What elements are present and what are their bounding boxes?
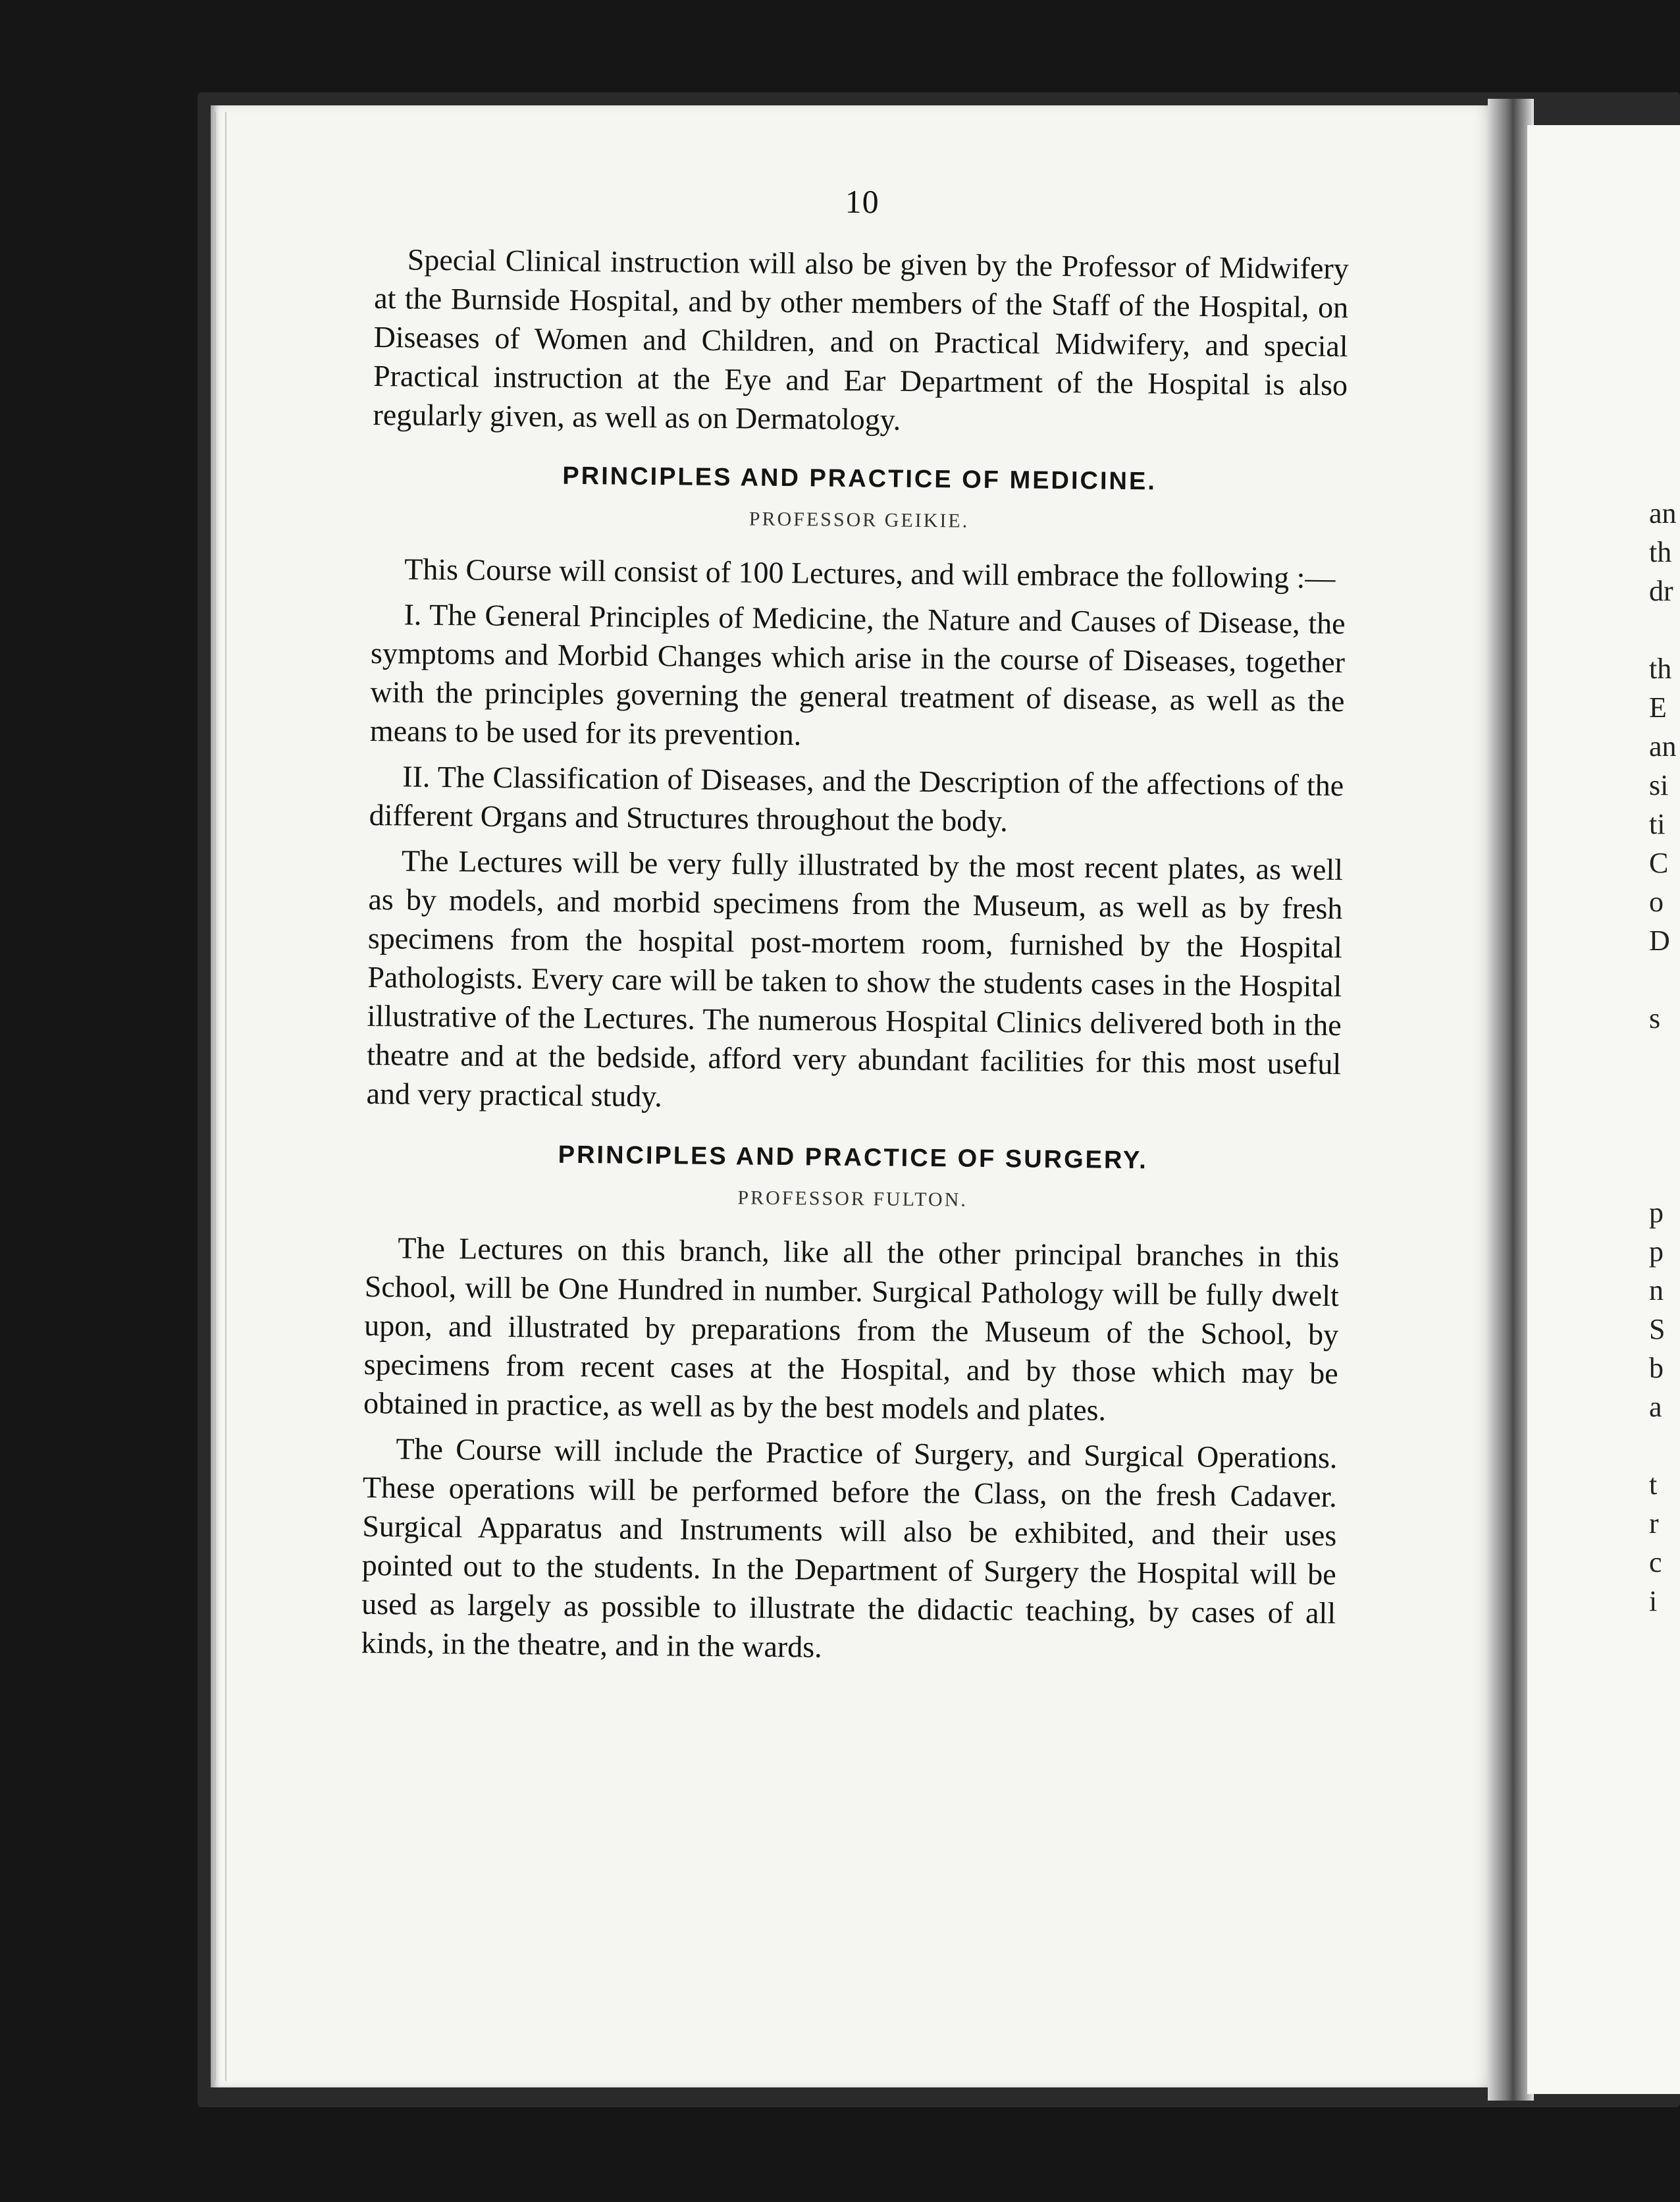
facing-page-fragments (1649, 494, 1680, 1621)
medicine-professor: PROFESSOR GEIKIE. (748, 508, 970, 532)
facing-page-fragment: p (1649, 1196, 1664, 1229)
page-text (361, 178, 1350, 1678)
facing-page-fragment: n (1649, 1274, 1664, 1306)
medicine-paragraph-1: This Course will consist of 100 Lectures, and will embrace the following :— (404, 552, 1336, 595)
surgery-paragraph-1: The Lectures on this branch, like all the other principal branches in this School, will be One Hundred in number. Surgical Pathology will be fully dwelt upon, and illustrated by preparations from the Museum of the School, by specimens from recent cases at the Hospital, and by those which may be obtained in practice, as well as by the best models and plates. (363, 1231, 1340, 1427)
medicine-paragraph-2: I. The General Principles of Medicine, the Nature and Causes of Disease, the symptoms and Morbid Changes which arise in the course of Diseases, together with the principles governing the general treatment of disease, as well as the means to be used for its prevention. (369, 597, 1346, 752)
facing-page-fragment: c (1649, 1546, 1662, 1578)
medicine-paragraph-3: II. The Classification of Diseases, and the Description of the affections of the different Organs and Structures throughout the body. (369, 759, 1344, 838)
facing-page-fragment: th (1649, 653, 1672, 685)
facing-page-fragment: E (1649, 691, 1667, 724)
facing-page-fragment: si (1649, 769, 1669, 801)
surgery-heading: PRINCIPLES AND PRACTICE OF SURGERY. (558, 1141, 1148, 1175)
facing-page-fragment: D (1649, 925, 1670, 957)
facing-page-fragment (1649, 1077, 1680, 1115)
medicine-paragraph-4: The Lectures will be very fully illustrated by the most recent plates, as well as by models, and morbid specimens from the Museum, as well as by fresh specimens from the hospital post-mortem room, furnished by the Hospital Pathologists. Every care will be taken to show the students cases in the Hospital illustrative of the Lectures. The numerous Hospital Clinics delivered both in the theatre and at the bedside, afford very abundant facilities for this most useful and very practical study. (366, 844, 1344, 1114)
surgery-professor: PROFESSOR FULTON. (737, 1187, 968, 1211)
facing-page-fragment (1649, 1154, 1680, 1193)
page-edge (215, 112, 226, 2081)
facing-page-fragment: b (1649, 1352, 1664, 1384)
facing-page-fragment: a (1649, 1391, 1662, 1423)
facing-page-fragment: p (1649, 1235, 1664, 1268)
intro-paragraph: Special Clinical instruction will also be given by the Professor of Midwifery at the Burnside Hospital, and by other members of the Staff of the Hospital, on Diseases of Women and Children, and on Practical Midwifery, and special Practical instruction at the Eye and Ear Department of the Hospital is also regularly given, as well as on Dermatology. (373, 242, 1349, 437)
facing-page-fragment: r (1649, 1507, 1659, 1540)
facing-page-fragment: S (1649, 1313, 1666, 1345)
facing-page-fragment: an (1649, 730, 1677, 763)
facing-page-fragment: i (1649, 1585, 1658, 1617)
facing-page-fragment: ti (1649, 808, 1666, 840)
facing-page-fragment (1649, 610, 1680, 649)
facing-page-fragment: s (1649, 1002, 1661, 1034)
medicine-heading: PRINCIPLES AND PRACTICE OF MEDICINE. (562, 462, 1157, 496)
surgery-paragraph-2: The Course will include the Practice of Surgery, and Surgical Operations. These operations will be performed before the Class, on the fresh Cadaver. Surgical Apparatus and Instruments will also be exhibited, and their uses pointed out to the students. In the Department of Surgery the Hospital will be used as largely as possible to illustrate the didactic teaching, by cases of all kinds, in the theatre, and in the wards. (361, 1432, 1338, 1664)
facing-page-fragment: t (1649, 1468, 1658, 1501)
page-number: 10 (845, 182, 879, 221)
facing-page-fragment (1649, 1038, 1680, 1077)
facing-page-fragment: an (1649, 497, 1677, 529)
facing-page-fragment: dr (1649, 575, 1673, 607)
facing-page-fragment (1649, 1115, 1680, 1154)
facing-page-fragment: th (1649, 536, 1672, 568)
facing-page-fragment: C (1649, 847, 1669, 879)
facing-page-fragment (1649, 960, 1680, 999)
facing-page-fragment (1649, 1426, 1680, 1465)
facing-page-fragment: o (1649, 886, 1664, 918)
